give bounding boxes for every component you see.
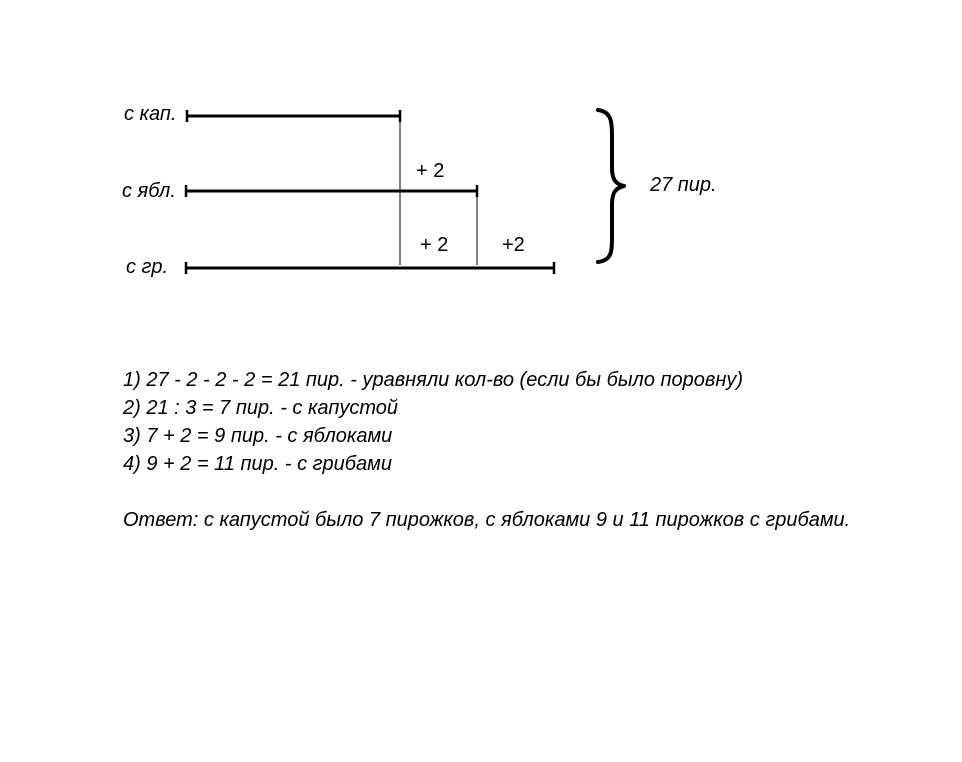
answer-text: Ответ: с капустой было 7 пирожков, с яблоками 9 и 11 пирожков с грибами. xyxy=(123,509,851,531)
solution-step-2: 2) 21 : 3 = 7 пир. - с капустой xyxy=(123,397,399,419)
segment-cabbage xyxy=(187,110,401,122)
difference-label-mushroom-second: +2 xyxy=(502,234,525,256)
segment-apple xyxy=(186,185,478,197)
total-brace xyxy=(598,110,624,262)
total-label: 27 пир. xyxy=(650,174,717,196)
solution-step-4: 4) 9 + 2 = 11 пир. - с грибами xyxy=(123,453,392,475)
segment-label-apple: с ябл. xyxy=(122,180,176,202)
difference-label-mushroom-first: + 2 xyxy=(420,234,449,256)
solution-step-1: 1) 27 - 2 - 2 - 2 = 21 пир. - уравняли кол-во (если бы было поровну) xyxy=(123,369,743,391)
segment-label-mushroom: с гр. xyxy=(126,256,169,278)
segment-label-cabbage: с кап. xyxy=(124,103,177,125)
solution-step-3: 3) 7 + 2 = 9 пир. - с яблоками xyxy=(123,425,393,447)
difference-label-apple: + 2 xyxy=(416,160,445,182)
segment-mushroom xyxy=(186,262,555,274)
solution-block xyxy=(123,366,903,534)
